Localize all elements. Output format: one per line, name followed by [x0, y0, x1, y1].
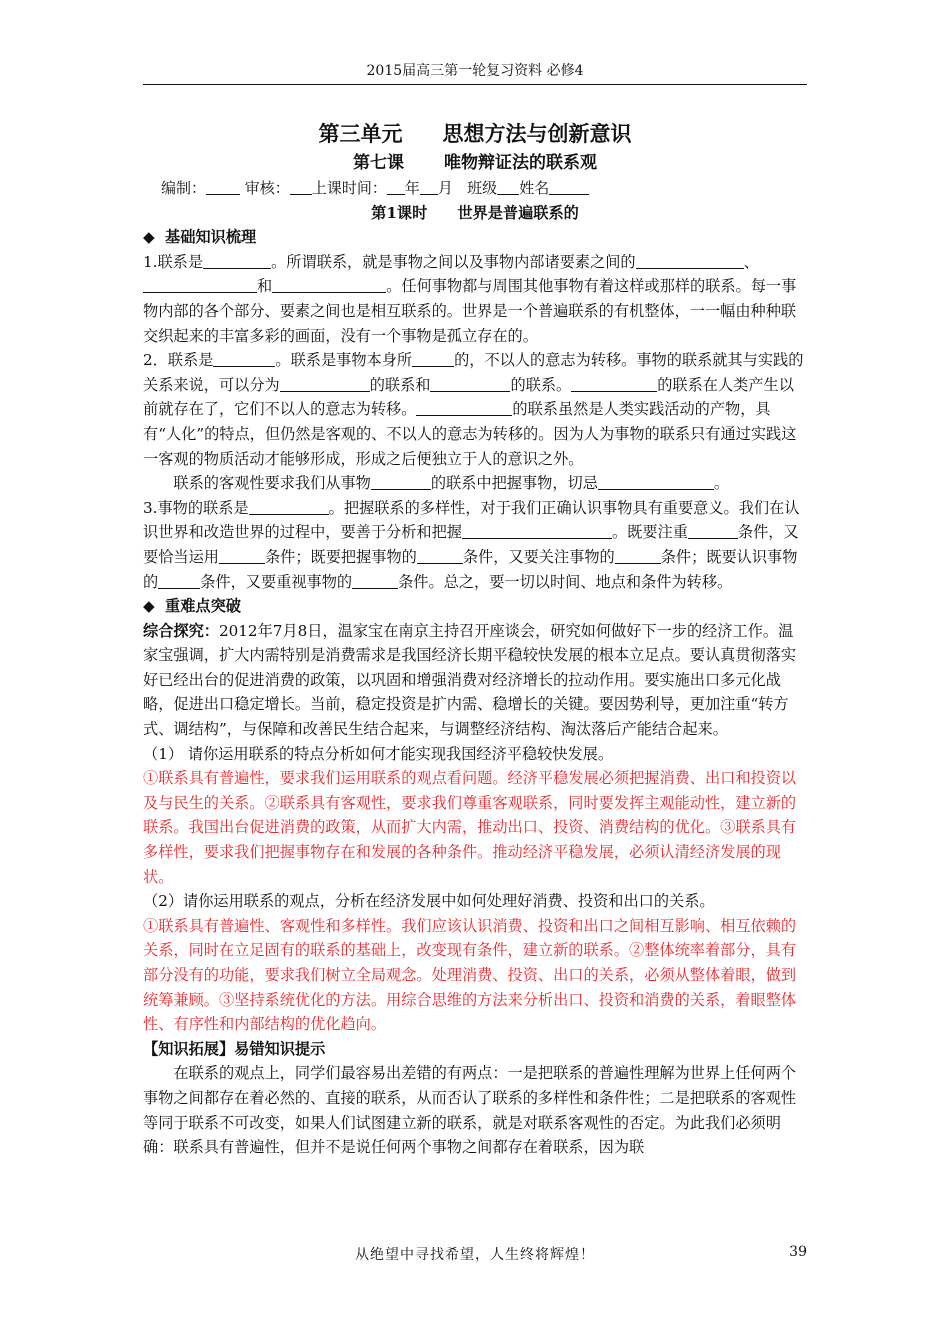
fill-blank[interactable]	[203, 253, 271, 269]
fill-blank[interactable]	[352, 573, 398, 589]
diamond-bullet-icon: ◆	[143, 597, 155, 616]
case-material: 综合探究：2012年7月8日，温家宝在南京主持召开座谈会，研究如何做好下一步的经济工作。温家宝强调，扩大内需特别是消费需求是我国经济长期平稳较快发展的根本立足点。要认真贯彻落实好已经出台的促进消费的政策，以巩固和增强消费对经济增长的拉动作用。要实施出口多元化战略，促进出口稳定增长。当前，稳定投资是扩内需、稳增长的关键。要因势利导，更加注重“转方式、调结构”，与保障和改善民生结合起来，与调整经济结构、淘汰落后产能结合起来。	[143, 621, 797, 739]
content-body	[143, 118, 807, 1160]
fill-blank[interactable]	[688, 523, 738, 539]
header-rule	[143, 84, 807, 85]
item-3: 3.事物的联系是 。把握联系的多样性，对于我们正确认识事物具有重要意义。我们在认识世界和改造世界的过程中，要善于分析和把握 。既要注重 条件，又要恰当运用 条件；既要把握事物的 条件，又要关注事物的 条件；既要认识事物的 条件，又要重视事物的 条件。总之，要一切以时间、地点和条件为转移。	[143, 498, 800, 591]
month-blank[interactable]	[420, 179, 438, 195]
fill-blank[interactable]	[249, 499, 329, 515]
fill-blank[interactable]	[280, 376, 370, 392]
answer-1: ①联系具有普遍性，要求我们运用联系的观点看问题。经济平稳发展必须把握消费、出口和投资以及与民生的关系。②联系具有客观性，要求我们尊重客观联系，同时要发挥主观能动性，建立新的联系。我国出台促进消费的政策，从而扩大内需，推动出口、投资、消费结构的优化。③联系具有多样性，要求我们把握事物存在和发展的各种条件。推动经济平稳发展，必须认清经济发展的现状。	[143, 769, 797, 886]
page-number: 39	[789, 1244, 807, 1260]
fill-blank[interactable]	[462, 523, 612, 539]
item-2-note: 联系的客观性要求我们从事物 的联系中把握事物，切忌 。	[173, 474, 730, 493]
question-1: （1） 请你运用联系的特点分析如何才能实现我国经济平稳较快发展。	[143, 744, 614, 763]
review-blank[interactable]	[290, 179, 312, 195]
question-2: （2）请你运用联系的观点，分析在经济发展中如何处理好消费、投资和出口的关系。	[143, 892, 715, 911]
fill-blank[interactable]	[598, 474, 714, 490]
fill-blank[interactable]	[615, 548, 661, 564]
fill-blank[interactable]	[158, 573, 200, 589]
fill-blank[interactable]	[416, 400, 512, 416]
fill-blank[interactable]	[571, 376, 657, 392]
extension-text: 在联系的观点上，同学们最容易出差错的有两点：一是把联系的普遍性理解为世界上任何两个事物之间都存在着必然的、直接的联系，从而否认了联系的多样性和条件性；二是把联系的客观性等同于联系不可改变，如果人们试图建立新的联系，就是对联系客观性的否定。为此我们必须明确：联系具有普遍性，但并不是说任何两个事物之间都存在着联系，因为联	[143, 1064, 797, 1157]
running-header: 2015届高三第一轮复习资料 必修4	[366, 63, 584, 79]
meta-line: 编制： 审核： 上课时间： 年 月 班级 姓名	[143, 176, 807, 201]
footer-motto: 从绝望中寻找希望，人生终将辉煌！	[355, 1247, 595, 1263]
item-2: 2．联系是 。联系是事物本身所 的，不以人的意志为转移。事物的联系就其与实践的关系来说，可以分为 的联系和 的联系。 的联系在人类产生以前就存在了，它们不以人的意志为转移。 的联系虽然是人类实践活动的产物，具有“人化”的特点，但仍然是客观的、不以人的意志为转移的。因为人为事物的联系只有通过实践这一客观的物质活动才能够形成，形成之后便独立于人的意识之外。	[143, 351, 804, 468]
unit-title: 第三单元 思想方法与创新意识	[318, 121, 632, 146]
name-blank[interactable]	[549, 179, 589, 195]
answer-2: ①联系具有普遍性、客观性和多样性。我们应该认识消费、投资和出口之间相互影响、相互依赖的关系，同时在立足固有的联系的基础上，改变现有条件，建立新的联系。②整体统率着部分，具有部分没有的功能，要求我们树立全局观念。处理消费、投资、出口的关系，必须从整体着眼，做到统筹兼顾。③坚持系统优化的方法。用综合思维的方法来分析出口、投资和消费的关系，着眼整体性、有序性和内部结构的优化趋向。	[143, 916, 797, 1034]
section-basics-heading: ◆ 基础知识梳理	[143, 225, 807, 250]
period-title: 第1课时 世界是普遍联系的	[371, 203, 579, 222]
fill-blank[interactable]	[636, 253, 744, 269]
class-blank[interactable]	[497, 179, 519, 195]
fill-blank[interactable]	[371, 474, 431, 490]
fill-blank[interactable]	[412, 351, 454, 367]
compile-blank[interactable]	[206, 179, 240, 195]
fill-blank[interactable]	[143, 277, 257, 293]
fill-blank[interactable]	[417, 548, 463, 564]
fill-blank[interactable]	[272, 277, 386, 293]
diamond-bullet-icon: ◆	[143, 228, 155, 247]
fill-blank[interactable]	[219, 548, 265, 564]
section-difficulty-heading: ◆ 重难点突破	[143, 594, 807, 619]
year-blank[interactable]	[387, 179, 405, 195]
fill-blank[interactable]	[430, 376, 510, 392]
fill-blank[interactable]	[213, 351, 275, 367]
lesson-title: 第七课 唯物辩证法的联系观	[353, 153, 597, 173]
item-1: 1.联系是 。所谓联系，就是事物之间以及事物内部诸要素之间的 、和 。任何事物都与周围其他事物有着这样或那样的联系。每一事物内部的各个部分、要素之间也是相互联系的。世界是一个普遍联系的有机整体，一一幅由种种联交织起来的丰富多彩的画面，没有一个事物是孤立存在的。	[143, 252, 797, 345]
section-extension-heading: 【知识拓展】易错知识提示	[143, 1039, 326, 1058]
